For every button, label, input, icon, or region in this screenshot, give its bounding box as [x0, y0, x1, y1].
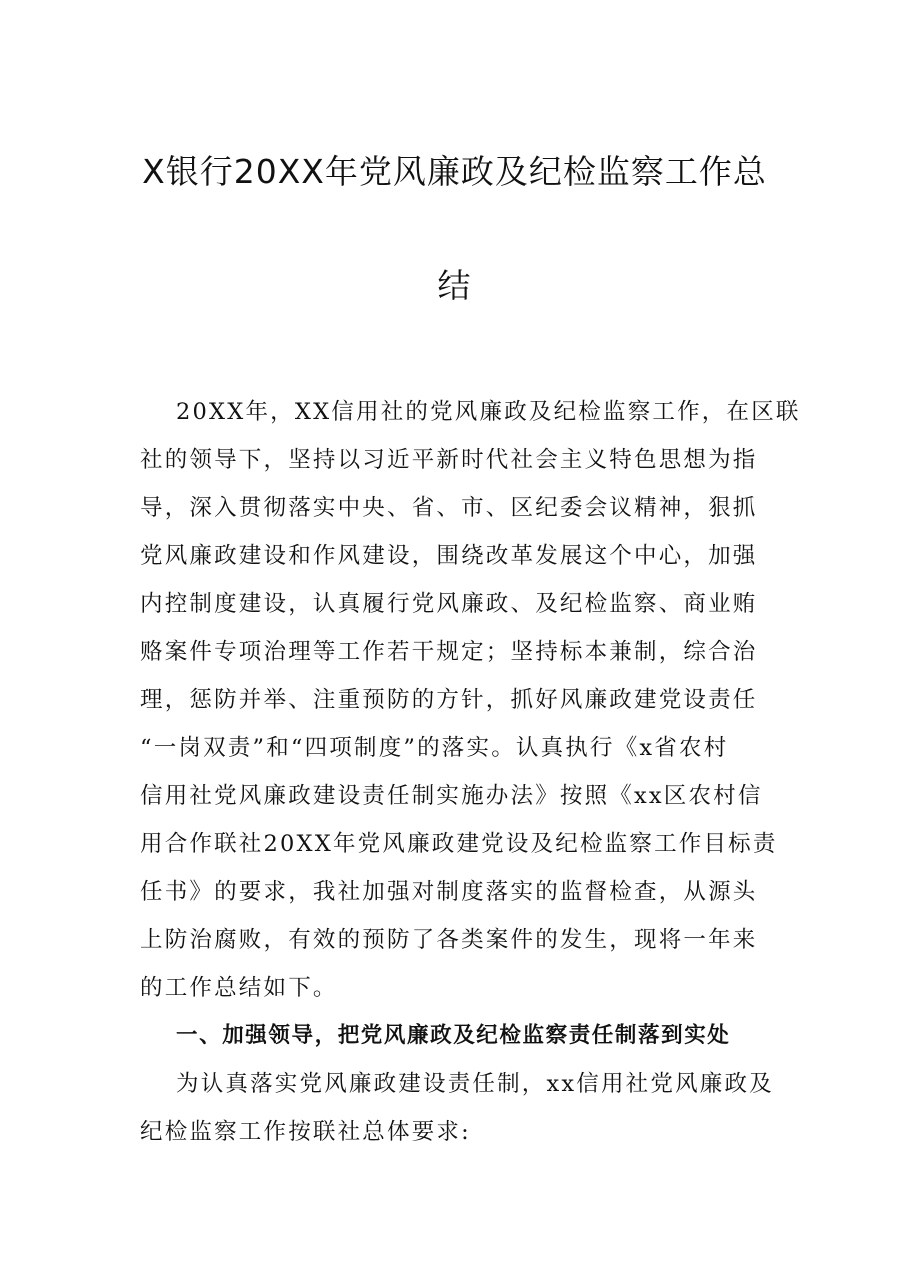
paragraph-1-line: 赂案件专项治理等工作若干规定；坚持标本兼制，综合治 [140, 639, 758, 665]
paragraph-1-line: 内控制度建设，认真履行党风廉政、及纪检监察、商业贿 [140, 591, 758, 617]
document-title-line-2: 结 [437, 266, 472, 305]
document-title-line-1: X银行20XX年党风廉政及纪检监察工作总 [142, 152, 767, 191]
paragraph-1-line: 上防治腐败，有效的预防了各类案件的发生，现将一年来 [140, 927, 758, 953]
paragraph-1-line: “一岗双责”和“四项制度”的落实。认真执行《x省农村 [140, 735, 729, 761]
paragraph-2-line: 为认真落实党风廉政建设责任制，xx信用社党风廉政及 [176, 1071, 774, 1097]
paragraph-1-line: 社的领导下，坚持以习近平新时代社会主义特色思想为指 [140, 447, 758, 473]
paragraph-2-line: 纪检监察工作按联社总体要求: [140, 1119, 471, 1145]
paragraph-1-line: 20XX年，XX信用社的党风廉政及纪检监察工作，在区联 [176, 399, 801, 425]
section-heading-1: 一、加强领导，把党风廉政及纪检监察责任制落到实处 [176, 1023, 731, 1048]
paragraph-1-line: 理，惩防并举、注重预防的方针，抓好风廉政建党设责任 [140, 687, 758, 713]
paragraph-1-line: 的工作总结如下。 [140, 975, 338, 1001]
paragraph-1-line: 用合作联社20XX年党风廉政建党设及纪检监察工作目标责 [140, 831, 778, 857]
paragraph-1-line: 党风廉政建设和作风建设，围绕改革发展这个中心，加强 [140, 543, 758, 569]
paragraph-1-line: 导，深入贯彻落实中央、省、市、区纪委会议精神，狠抓 [140, 495, 758, 521]
paragraph-1-line: 任书》的要求，我社加强对制度落实的监督检查，从源头 [140, 879, 758, 905]
paragraph-1-line: 信用社党风廉政建设责任制实施办法》按照《xx区农村信 [140, 783, 763, 809]
